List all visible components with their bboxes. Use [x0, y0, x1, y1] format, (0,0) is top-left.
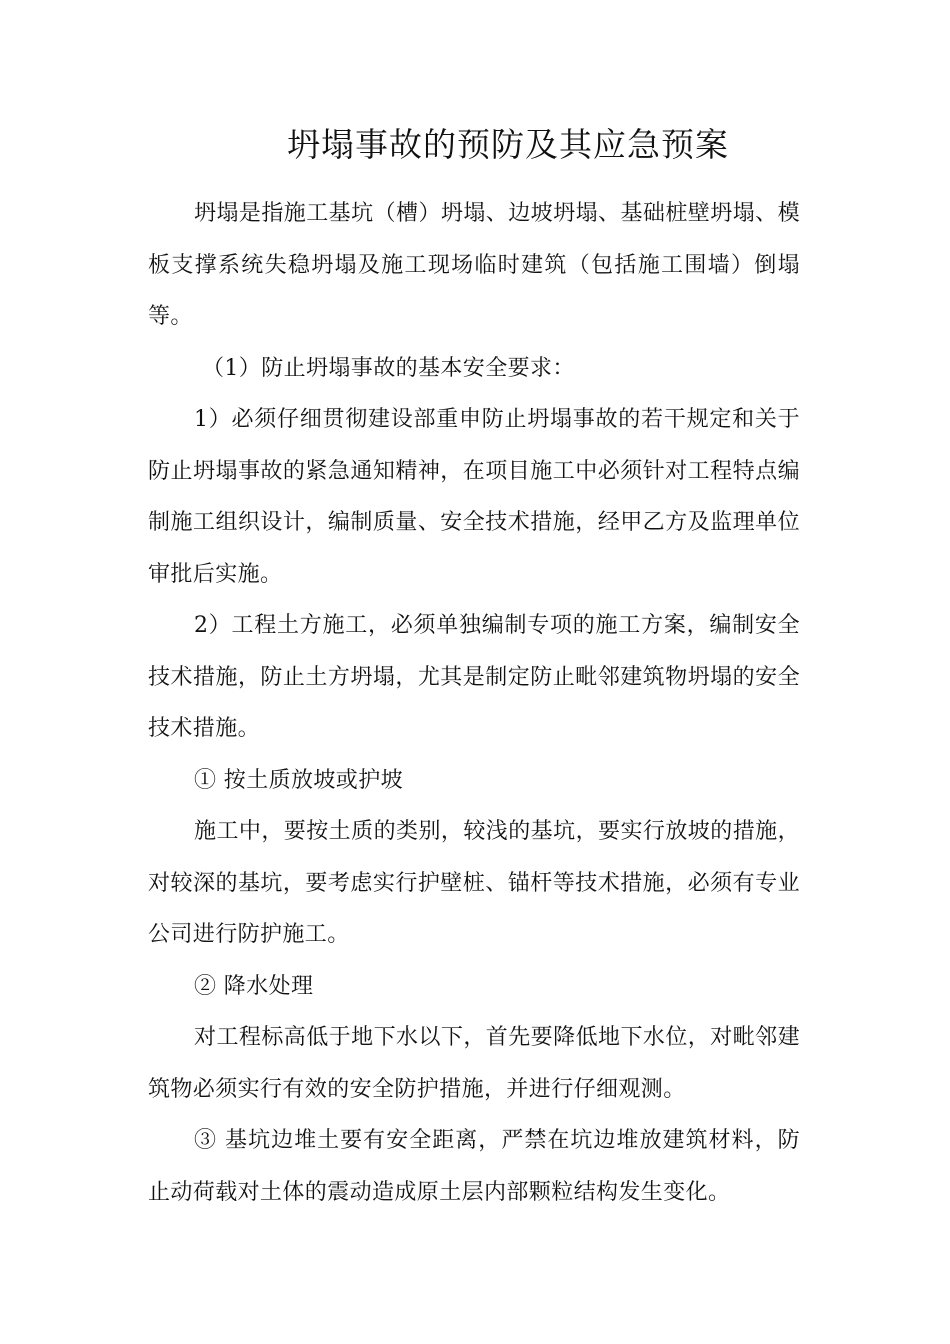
paragraph-intro: 坍塌是指施工基坑（槽）坍塌、边坡坍塌、基础桩壁坍塌、模板支撑系统失稳坍塌及施工现场临时建筑（包括施工围墙）倒塌等。 [148, 201, 800, 329]
section-heading-requirements: （1）防止坍塌事故的基本安全要求： [202, 355, 575, 381]
subheading-slope: ① 按土质放坡或护坡 [194, 767, 403, 793]
document-body [148, 188, 800, 1218]
paragraph-slope: 施工中，要按土质的类别，较浅的基坑，要实行放坡的措施，对较深的基坑，要考虑实行护壁桩、锚杆等技术措施，必须有专业公司进行防护施工。 [148, 819, 800, 947]
document-title: 坍塌事故的预防及其应急预案 [287, 125, 729, 164]
paragraph-item-1: 1）必须仔细贯彻建设部重申防止坍塌事故的若干规定和关于防止坍塌事故的紧急通知精神，在项目施工中必须针对工程特点编制施工组织设计，编制质量、安全技术措施，经甲乙方及监理单位审批后实施。 [148, 407, 800, 587]
subheading-dewatering: ② 降水处理 [194, 973, 314, 999]
paragraph-item-2: 2）工程土方施工，必须单独编制专项的施工方案，编制安全技术措施，防止土方坍塌，尤其是制定防止毗邻建筑物坍塌的安全技术措施。 [148, 613, 800, 741]
paragraph-dewatering: 对工程标高低于地下水以下，首先要降低地下水位，对毗邻建筑物必须实行有效的安全防护措施，并进行仔细观测。 [148, 1025, 800, 1102]
paragraph-item-3: ③ 基坑边堆土要有安全距离，严禁在坑边堆放建筑材料，防止动荷载对土体的震动造成原土层内部颗粒结构发生变化。 [148, 1128, 800, 1205]
